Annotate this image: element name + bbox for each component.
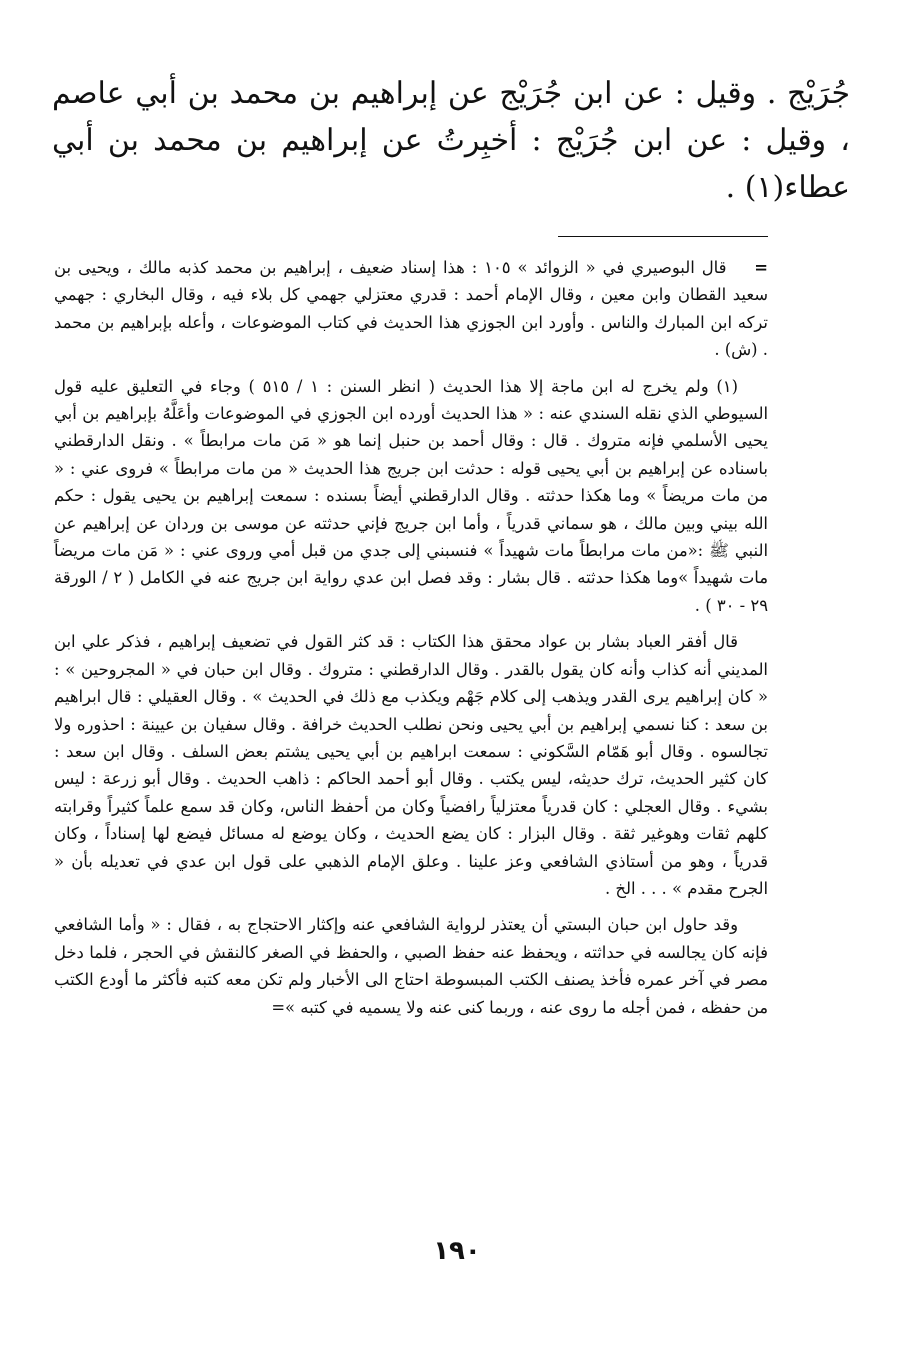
footnotes-block — [54, 254, 768, 1030]
footnote-separator-rule — [558, 236, 768, 237]
main-text-block — [52, 70, 850, 211]
footnote-1-paragraph-1: (١) ولم يخرج له ابن ماجة إلا هذا الحديث ( انظر السنن : ١ / ٥١٥ ) وجاء في التعليق عليه قول السيوطي الذي نقله السندي عنه : « هذا الحديث أورده ابن الجوزي في الموضوعات وأعَلَّهُ بإبراهيم بن أبي يحيى الأسلمي فإنه متروك . قال : وقال أحمد بن حنبل إنما هو « مَن مات مرابطاً » . ونقل الدارقطني باسناده عن إبراهيم بن أبي يحيى قوله : حدثت ابن جريج هذا الحديث « من مات مرابطاً » فروى عني : « من مات مريضاً » وما هكذا حدثته . وقال الدارقطني أيضاً بسنده : سمعت إبراهيم بن يحيى يقول : حكم الله بيني وبين مالك ، هو سماني قدرياً ، وأما ابن جريج فإني حدثته عن موسى بن وردان عن إبراهيم عن النبي ﷺ :«من مات مرابطاً مات شهيداً » فنسبني إلى جدي من قبل أمي وروى عني : « مَن مات مريضاً مات شهيداً »وما هكذا حدثته . قال بشار : وقد فصل ابن عدي رواية ابن جريج عنه في الكامل ( ٢ / الورقة ٢٩ - ٣٠ ) . — [54, 376, 768, 615]
footnote-continuation-text: قال البوصيري في « الزوائد » ١٠٥ : هذا إسناد ضعيف ، إبراهيم بن محمد كذبه مالك ، ويحيى بن سعيد القطان وابن معين ، وقال الإمام أحمد : قدري معتزلي جهمي كل بلاء فيه ، وقال البخاري : جهمي تركه ابن المبارك والناس . وأورد ابن الجوزي هذا الحديث في كتاب الموضوعات ، وأعله بإبراهيم بن محمد . (ش) . — [54, 258, 768, 360]
continuation-mark: = — [754, 258, 768, 277]
footnote-continuation — [54, 254, 768, 364]
main-paragraph: جُرَيْج . وقيل : عن ابن جُرَيْج عن إبراهيم بن محمد بن أبي عاصم ، وقيل : عن ابن جُرَيْج : أخبِرتُ عن إبراهيم بن محمد بن أبي عطاء(١) . — [52, 76, 850, 205]
footnote-1-paragraph-3: وقد حاول ابن حبان البستي أن يعتذر لرواية الشافعي عنه وإكثار الاحتجاج به ، فقال : « وأما الشافعي فإنه كان يجالسه في حداثته ، ويحفظ عنه حفظ الصبي ، والحفظ في الصغر كالنقش في الحجر ، فلما دخل مصر في آخر عمره فأخذ يصنف الكتب المبسوطة احتاج الى الأخبار ولم تكن معه كتبه فأكثر ما أودع الكتب من حفظه ، فمن أجله ما روى عنه ، وربما كنى عنه ولا يسميه في كتبه »= — [54, 915, 768, 1017]
footnote-1-paragraph-2: قال أفقر العباد بشار بن عواد محقق هذا الكتاب : قد كثر القول في تضعيف إبراهيم ، فذكر علي ابن المديني أنه كذاب وأنه كان يقول بالقدر . وقال الدارقطني : متروك . وقال ابن حبان في « المجروحين » : « كان إبراهيم يرى القدر ويذهب إلى كلام جَهْم ويكذب مع ذلك في الحديث » . وقال العقيلي : قال ابراهيم بن سعد : كنا نسمي إبراهيم بن أبي يحيى ونحن نطلب الحديث خرافة . وقال سفيان بن عيينة : احذوره ولا تجالسوه . وقال أبو هَمّام السَّكوني : سمعت ابراهيم بن أبي يحيى يشتم بعض السلف . وقال ابن سعد : كان كثير الحديث، ترك حديثه، ليس يكتب . وقال أبو أحمد الحاكم : ذاهب الحديث . وقال أبو زرعة : ليس بشيء . وقال العجلي : كان قدرياً معتزلياً رافضياً وكان من أحفظ الناس، وكان قد سمع علماً كثيراً وقرابته كلهم ثقات وهوغير ثقة . وقال البزار : كان يضع الحديث ، وكان يوضع له مسائل فيضع لها إسناداً ، وكان قدرياً ، وهو من أستاذي الشافعي وعز علينا . وعلق الإمام الذهبي على قول ابن عدي في تعديله بأن « الجرح مقدم » . . . الخ . — [54, 632, 768, 898]
page-number: ١٩٠ — [433, 1236, 481, 1266]
